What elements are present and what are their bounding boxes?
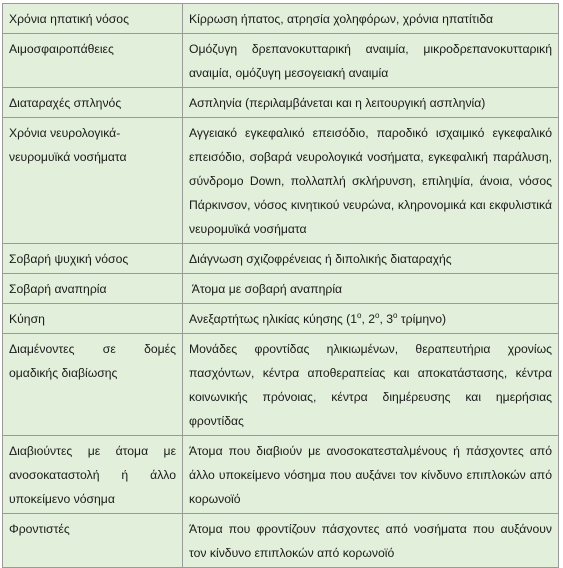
table-row bbox=[3, 436, 559, 514]
category-cell: Διαμένοντες σε δομές ομαδικής διαβίωσης bbox=[3, 334, 183, 436]
category-cell: Χρόνια νευρολογικά-νευρομυϊκά νοσήματα bbox=[3, 118, 183, 244]
table-row bbox=[3, 4, 559, 34]
ordinal-mark: ο bbox=[393, 311, 398, 320]
ordinal-mark: ο bbox=[375, 311, 380, 320]
details-cell: Άτομα με σοβαρή αναπηρία bbox=[183, 274, 559, 304]
table-row bbox=[3, 88, 559, 118]
table-row bbox=[3, 244, 559, 274]
details-cell: Ομόζυγη δρεπανοκυτταρική αναιμία, μικροδρεπανοκυτταρική αναιμία, ομόζυγη μεσογειακή αναιμία bbox=[183, 34, 559, 88]
table-row bbox=[3, 334, 559, 436]
table-row bbox=[3, 118, 559, 244]
details-text: τρίμηνο) bbox=[397, 312, 447, 326]
risk-groups-table bbox=[2, 3, 559, 568]
category-cell: Φροντιστές bbox=[3, 514, 183, 568]
details-cell: Κίρρωση ήπατος, ατρησία χοληφόρων, χρόνια ηπατίτιδα bbox=[183, 4, 559, 34]
details-text: , 3 bbox=[379, 312, 394, 326]
details-cell bbox=[183, 304, 559, 334]
table-row bbox=[3, 274, 559, 304]
risk-groups-table-container bbox=[2, 3, 558, 568]
details-cell: Ασπληνία (περιλαμβάνεται και η λειτουργική ασπληνία) bbox=[183, 88, 559, 118]
table-row bbox=[3, 514, 559, 568]
details-cell: Άτομα που φροντίζουν πάσχοντες από νοσήματα που αυξάνουν τον κίνδυνο επιπλοκών από κορωνοϊό bbox=[183, 514, 559, 568]
details-cell: Μονάδες φροντίδας ηλικιωμένων, θεραπευτήρια χρονίως πασχόντων, κέντρα αποθεραπείας και αποκατάστασης, κέντρα κοινωνικής πρόνοιας, κέντρα διημέρευσης και ημερήσιας φροντίδας bbox=[183, 334, 559, 436]
table-row bbox=[3, 304, 559, 334]
category-cell: Σοβαρή ψυχική νόσος bbox=[3, 244, 183, 274]
ordinal-mark: ο bbox=[357, 311, 362, 320]
category-cell: Χρόνια ηπατική νόσος bbox=[3, 4, 183, 34]
details-text: Ανεξαρτήτως ηλικίας κύησης (1 bbox=[189, 312, 357, 326]
details-text: , 2 bbox=[361, 312, 376, 326]
category-cell: Διαταραχές σπληνός bbox=[3, 88, 183, 118]
table-row bbox=[3, 34, 559, 88]
details-cell: Αγγειακό εγκεφαλικό επεισόδιο, παροδικό ισχαιμικό εγκεφαλικό επεισόδιο, σοβαρά νευρολογικά νοσήματα, εγκεφαλική παράλυση, σύνδρομο Down, πολλαπλή σκλήρυνση, επιληψία, άνοια, νόσος Πάρκινσον, νόσος κινητικού νευρώνα, κληρονομικά και εκφυλιστικά νευρομυϊκά νοσήματα bbox=[183, 118, 559, 244]
category-cell: Κύηση bbox=[3, 304, 183, 334]
category-cell: Σοβαρή αναπηρία bbox=[3, 274, 183, 304]
category-cell: Αιμοσφαιροπάθειες bbox=[3, 34, 183, 88]
category-cell: Διαβιούντες με άτομα με ανοσοκαταστολή ή άλλο υποκείμενο νόσημα bbox=[3, 436, 183, 514]
details-cell: Διάγνωση σχιζοφρένειας ή διπολικής διαταραχής bbox=[183, 244, 559, 274]
details-cell: Άτομα που διαβιούν με ανοσοκατεσταλμένους ή πάσχοντες από άλλο υποκείμενο νόσημα που αυξάνει τον κίνδυνο επιπλοκών από κορωνοϊό bbox=[183, 436, 559, 514]
